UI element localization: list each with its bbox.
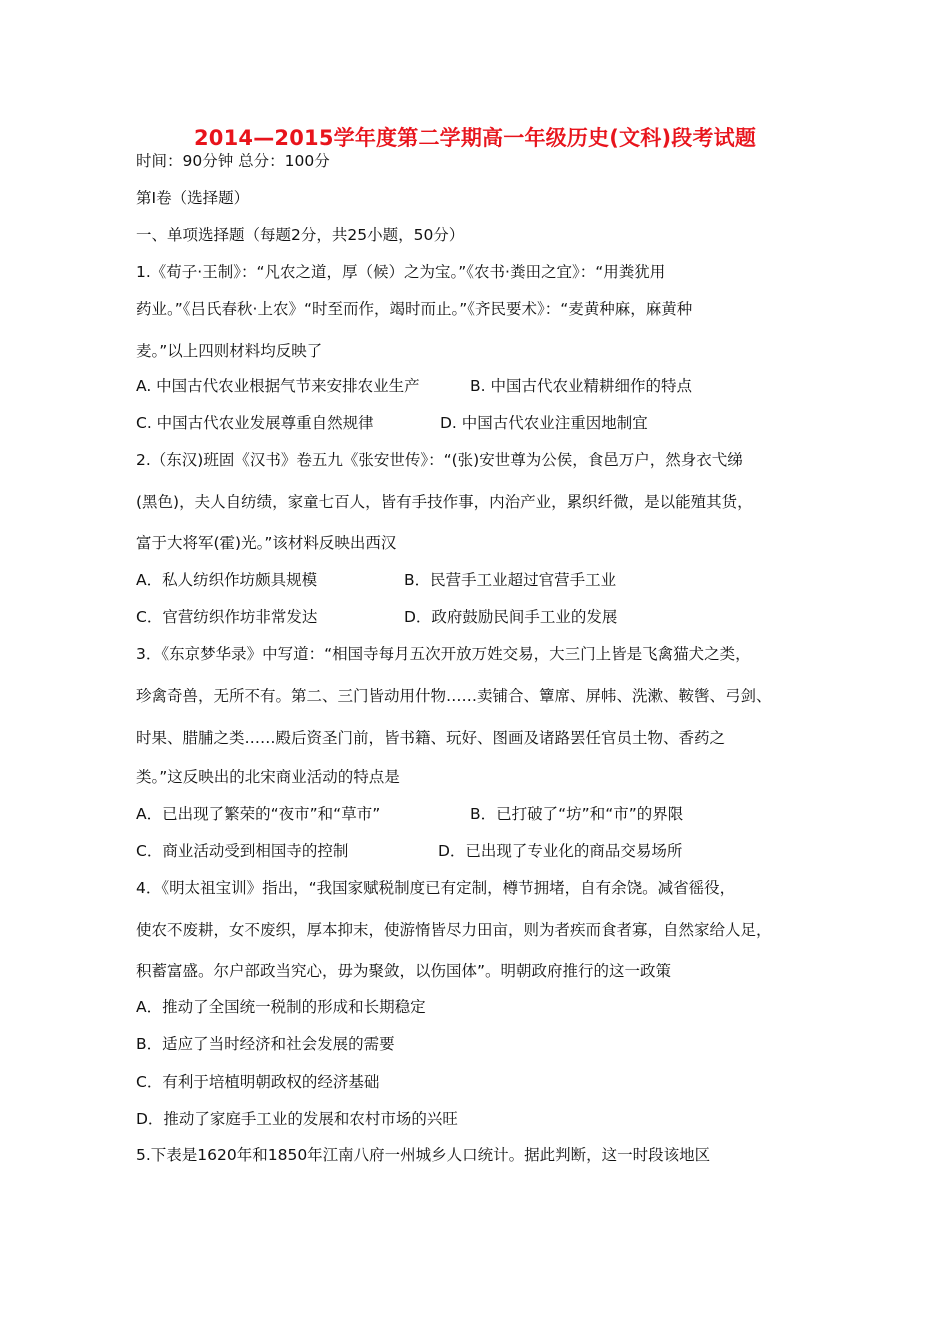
q1-stem-line-3: 麦。”以上四则材料均反映了: [136, 342, 323, 360]
q1-option-c: C. 中国古代农业发展尊重自然规律: [136, 414, 374, 432]
q1-option-b: B. 中国古代农业精耕细作的特点: [470, 377, 692, 395]
q1-stem-line-2: 药业。”《吕氏春秋·上农》“时至而作，竭时而止。”《齐民要术》：“麦黄种麻，麻黄种: [136, 300, 693, 318]
q3-option-c: C．商业活动受到相国寺的控制: [136, 842, 349, 860]
q4-stem-line-2: 使农不废耕，女不废织，厚本抑末，使游惰皆尽力田亩，则为者疾而食者寡，自然家给人足，: [136, 921, 772, 939]
exam-title: 2014—2015学年度第二学期高一年级历史(文科)段考试题: [193, 126, 757, 150]
exam-meta: 时间：90分钟 总分：100分: [136, 152, 330, 170]
q1-option-d: D. 中国古代农业注重因地制宜: [440, 414, 648, 432]
q2-option-b: B．民营手工业超过官营手工业: [404, 571, 617, 589]
q2-option-d: D．政府鼓励民间手工业的发展: [404, 608, 618, 626]
q4-option-b: B．适应了当时经济和社会发展的需要: [136, 1035, 395, 1053]
q2-option-a: A．私人纺织作坊颇具规模: [136, 571, 318, 589]
q3-option-a: A．已出现了繁荣的“夜市”和“草市”: [136, 805, 381, 823]
q3-stem-line-2: 珍禽奇兽，无所不有。第二、三门皆动用什物……卖铺合、簟席、屏帏、洗漱、鞍辔、弓剑、: [136, 687, 772, 705]
q3-stem-line-4: 类。”这反映出的北宋商业活动的特点是: [136, 768, 400, 786]
q3-stem-line-1: 3．《东京梦华录》中写道：“相国寺每月五次开放万姓交易，大三门上皆是飞禽猫犬之类，: [136, 645, 751, 663]
q2-stem-line-2: (黑色)，夫人自纺绩，家童七百人，皆有手技作事，内治产业，累织纤微，是以能殖其货，: [136, 493, 753, 511]
q4-stem-line-1: 4．《明太祖宝训》指出，“我国家赋税制度已有定制，樽节拥堵，自有余饶。减省徭役，: [136, 879, 736, 897]
volume-heading: 第Ⅰ卷（选择题）: [136, 189, 250, 207]
q4-stem-line-3: 积蓄富盛。尔户部政当究心，毋为聚敛，以伤国体”。明朝政府推行的这一政策: [136, 962, 672, 980]
q4-option-d: D．推动了家庭手工业的发展和农村市场的兴旺: [136, 1110, 458, 1128]
q4-option-c: C．有利于培植明朝政权的经济基础: [136, 1073, 380, 1091]
q2-stem-line-1: 2.（东汉)班固《汉书》卷五九《张安世传》：“(张)安世尊为公侯，食邑万户，然身衣弋绨: [136, 451, 743, 469]
q4-option-a: A．推动了全国统一税制的形成和长期稳定: [136, 998, 426, 1016]
part-heading: 一、单项选择题（每题2分，共25小题，50分）: [136, 226, 465, 244]
q2-option-c: C．官营纺织作坊非常发达: [136, 608, 318, 626]
q1-option-a: A. 中国古代农业根据气节来安排农业生产: [136, 377, 420, 395]
q1-stem-line-1: 1.《荀子·王制》：“凡农之道，厚（候）之为宝。”《农书·粪田之宜》：“用粪犹用: [136, 263, 666, 281]
q3-option-b: B．已打破了“坊”和“市”的界限: [470, 805, 684, 823]
q3-option-d: D．已出现了专业化的商品交易场所: [438, 842, 683, 860]
q2-stem-line-3: 富于大将军(霍)光。”该材料反映出西汉: [136, 534, 397, 552]
q3-stem-line-3: 时果、腊脯之类……殿后资圣门前，皆书籍、玩好、图画及诸路罢任官员土物、香药之: [136, 729, 726, 747]
q5-stem-line-1: 5.下表是1620年和1850年江南八府一州城乡人口统计。据此判断，这一时段该地区: [136, 1146, 711, 1164]
